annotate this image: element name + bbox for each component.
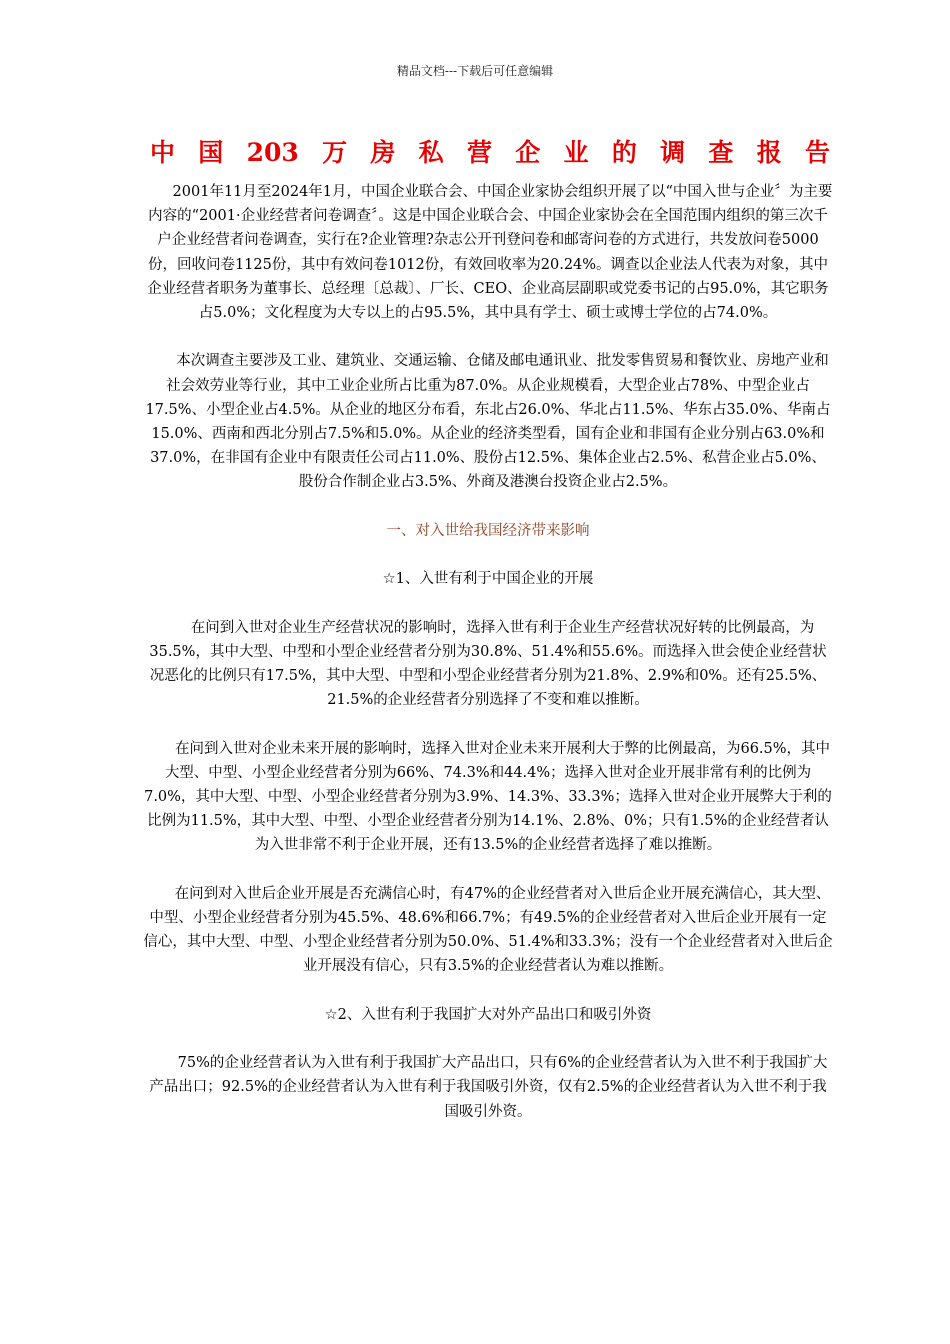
star-icon: ☆ <box>324 1006 338 1023</box>
document-body <box>143 180 833 1124</box>
body-paragraph-1: 在问到入世对企业生产经营状况的影响时，选择入世有利于企业生产经营状况好转的比例最高，为35.5%，其中大型、中型和小型企业经营者分别为30.8%、51.4%和55.6%。而选择入世会使企业经营状况恶化的比例只有17.5%，其中大型、中型和小型企业经营者分别为21.8%、2.9%和0%。还有25.5%、21.5%的企业经营者分别选择了不变和难以推断。 <box>149 619 827 709</box>
paragraph-gap <box>143 712 833 736</box>
paragraph-gap <box>143 979 833 1003</box>
star-icon: ☆ <box>382 571 396 588</box>
document-title: 中国203万房私营企业的调查报告 <box>150 138 830 167</box>
subsection-heading-2 <box>143 1003 833 1027</box>
body-paragraph-3: 在问到对入世后企业开展是否充满信心时，有47%的企业经营者对入世后企业开展充满信心，其大型、中型、小型企业经营者分别为45.5%、48.6%和66.7%；有49.5%的企业经营者对入世后企业开展有一定信心，其中大型、中型、小型企业经营者分别为50.0%、51.4%和33.3%；没有一个企业经营者对入世后企业开展没有信心，只有3.5%的企业经营者认为难以推断。 <box>143 885 833 975</box>
body-paragraph-2: 在问到入世对企业未来开展的影响时，选择入世对企业未来开展利大于弊的比例最高，为66.5%，其中大型、中型、小型企业经营者分别为66%、74.3%和44.4%；选择入世对企业开展非常有利的比例为7.0%，其中大型、中型、小型企业经营者分别为3.9%、14.3%、33.3%；选择入世对企业开展弊大于利的比例为11.5%，其中大型、中型、小型企业经营者分别为14.1%、2.8%、0%；只有1.5%的企业经营者认为入世非常不利于企业开展，还有13.5%的企业经营者选择了难以推断。 <box>144 740 832 854</box>
subsection-heading-2-label: 2、入世有利于我国扩大对外产品出口和吸引外资 <box>337 1006 652 1023</box>
paragraph-gap <box>143 858 833 882</box>
paragraph-gap <box>143 325 833 349</box>
paragraph-gap <box>143 495 833 519</box>
subsection-heading-1-label: 1、入世有利于中国企业的开展 <box>395 571 594 588</box>
intro-paragraph-1: 2001年11月至2024年1月，中国企业联合会、中国企业家协会组织开展了以“中国入世与企业〞为主要内容的“2001·企业经营者问卷调查〞。这是中国企业联合会、中国企业家协会在全国范围内组织的第三次千户企业经营者问卷调查，实行在?企业管理?杂志公开刊登问卷和邮寄问卷的方式进行，共发放问卷5000份，回收问卷1125份，其中有效问卷1012份，有效回收率为20.24%。调查以企业法人代表为对象，其中企业经营者职务为董事长、总经理〔总裁〕、厂长、CEO、企业高层副职或党委书记的占95.0%，其它职务占5.0%；文化程度为大专以上的占95.5%，其中具有学士、硕士或博士学位的占74.0%。 <box>147 184 833 322</box>
page-header-note: 精品文档---下载后可任意编辑 <box>396 64 554 78</box>
subsection-heading-1 <box>143 567 833 591</box>
paragraph-gap <box>143 1027 833 1051</box>
paragraph-gap <box>143 543 833 567</box>
section-heading-1: 一、对入世给我国经济带来影响 <box>386 522 590 539</box>
body-paragraph-4: 75%的企业经营者认为入世有利于我国扩大产品出口，只有6%的企业经营者认为入世不利于我国扩大产品出口；92.5%的企业经营者认为入世有利于我国吸引外资，仅有2.5%的企业经营者认为入世不利于我国吸引外资。 <box>149 1055 828 1120</box>
intro-paragraph-2: 本次调查主要涉及工业、建筑业、交通运输、仓储及邮电通讯业、批发零售贸易和餐饮业、房地产业和社会效劳业等行业，其中工业企业所占比重为87.0%。从企业规模看，大型企业占78%、中型企业占17.5%、小型企业占4.5%。从企业的地区分布看，东北占26.0%、华北占11.5%、华东占35.0%、华南占15.0%、西南和西北分别占7.5%和5.0%。从企业的经济类型看，国有企业和非国有企业分别占63.0%和37.0%，在非国有企业中有限责任公司占11.0%、股份占12.5%、集体企业占2.5%、私营企业占5.0%、股份合作制企业占3.5%、外商及港澳台投资企业占2.5%。 <box>145 353 831 491</box>
paragraph-gap <box>143 591 833 615</box>
